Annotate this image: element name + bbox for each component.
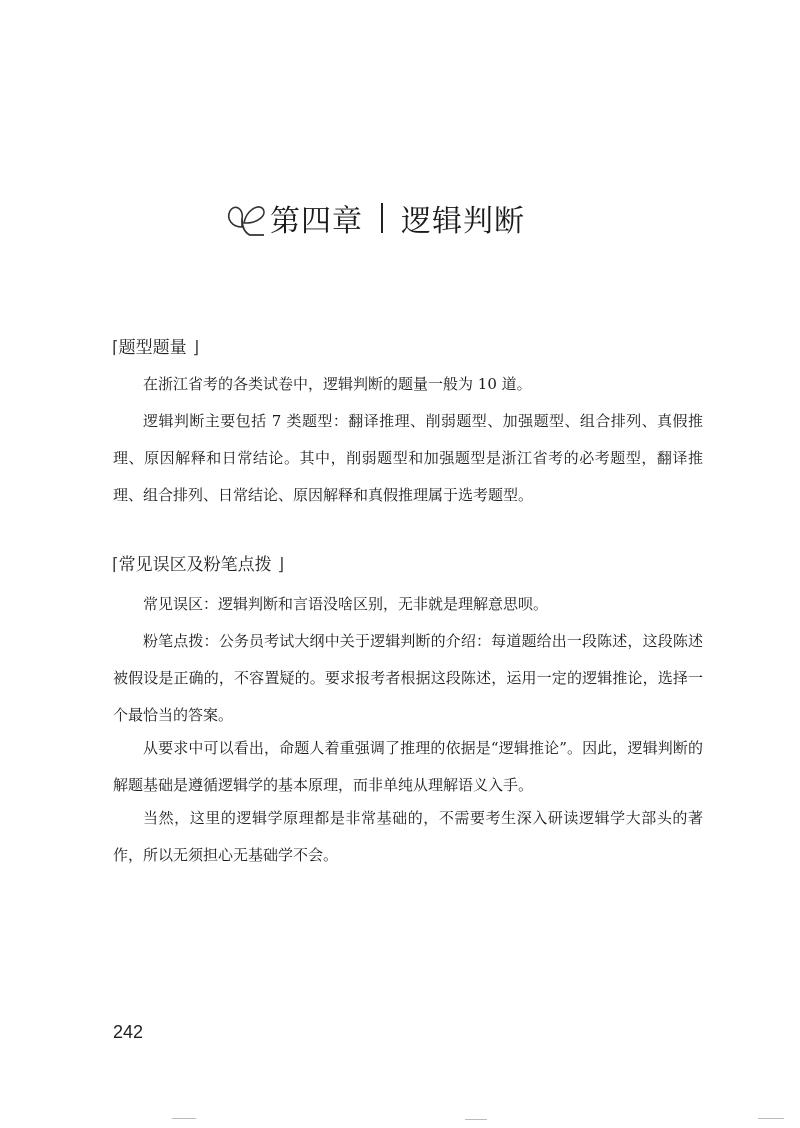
chapter-header bbox=[222, 188, 525, 248]
heading-bracket-open: ⌈ bbox=[112, 338, 119, 358]
paragraph: 粉笔点拨：公务员考试大纲中关于逻辑判断的介绍：每道题给出一段陈述，这段陈述被假设是正确的，不容置疑的。要求报考者根据这段陈述，运用一定的逻辑推论，选择一个最恰当的答案。 bbox=[113, 632, 703, 724]
chapter-number: 第四章 bbox=[270, 204, 363, 239]
section-heading-misconceptions bbox=[112, 550, 284, 575]
section-heading-text: 常见误区及粉笔点拨 bbox=[118, 555, 272, 575]
page-number: 242 bbox=[113, 1022, 144, 1042]
paragraph: 在浙江省考的各类试卷中，逻辑判断的题量一般为 10 道。 bbox=[143, 375, 532, 393]
scan-artifact bbox=[172, 1118, 196, 1119]
paragraph: 从要求中可以看出，命题人着重强调了推理的依据是“逻辑推论”。因此，逻辑判断的解题基础是遵循逻辑学的基本原理，而非单纯从理解语义入手。 bbox=[113, 739, 703, 794]
chapter-title bbox=[270, 196, 525, 240]
section-heading-text: 题型题量 bbox=[118, 338, 187, 358]
heading-bracket-close: ⌋ bbox=[277, 555, 285, 575]
chapter-name: 逻辑判断 bbox=[401, 204, 525, 239]
heading-bracket-close: ⌋ bbox=[192, 338, 200, 358]
section-heading-question-types bbox=[112, 333, 199, 358]
heading-bracket-open: ⌈ bbox=[112, 555, 119, 575]
chapter-divider bbox=[381, 203, 383, 233]
paragraph: 逻辑判断主要包括 7 类题型：翻译推理、削弱题型、加强题型、组合排列、真假推理、原因解释和日常结论。其中，削弱题型和加强题型是浙江省考的必考题型，翻译推理、组合排列、日常结论、原因解释和真假推理属于选考题型。 bbox=[113, 412, 703, 504]
sprout-icon bbox=[222, 193, 268, 243]
paragraph: 常见误区：逻辑判断和言语没啥区别，无非就是理解意思呗。 bbox=[143, 595, 549, 613]
scan-artifact bbox=[465, 1119, 487, 1120]
scan-artifact bbox=[758, 1118, 784, 1119]
paragraph: 当然，这里的逻辑学原理都是非常基础的，不需要考生深入研读逻辑学大部头的著作，所以无须担心无基础学不会。 bbox=[113, 809, 703, 864]
